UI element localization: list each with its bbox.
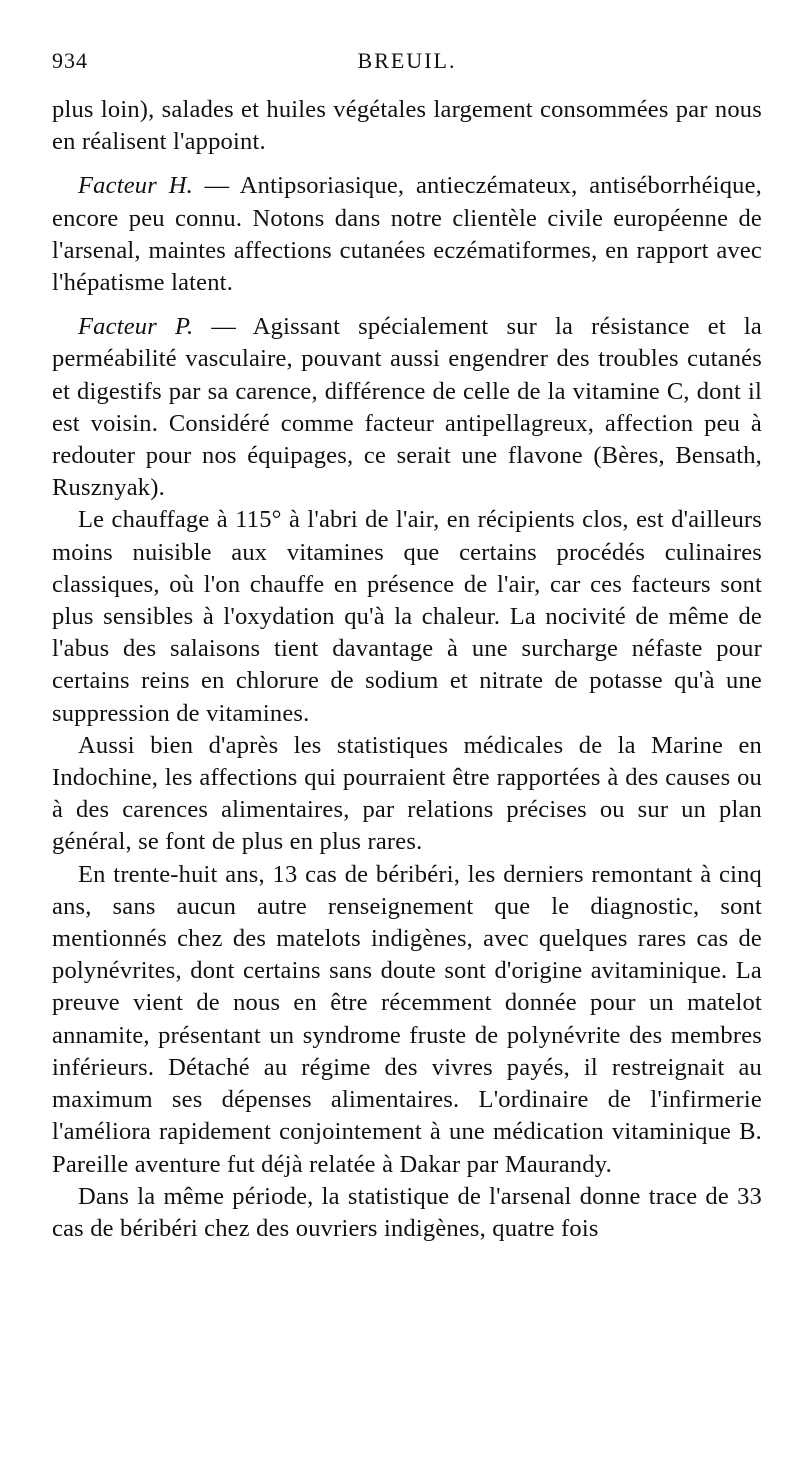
paragraph-facteur-h [52, 170, 762, 299]
paragraph [52, 504, 762, 729]
document-page [52, 48, 762, 1245]
paragraph [52, 1181, 762, 1245]
running-head [52, 48, 762, 88]
paragraph-text: — Agissant spécialement sur la résistance et la perméabilité vasculaire, pouvant aussi engendrer des troubles cutanés et digestifs par sa carence, différence de celle de la vitamine C, dont il est voisin. Considéré comme facteur antipellagreux, affection peu à redouter pour nos équipages, ce serait une flavone (Bères, Bensath, Rusznyak). [52, 313, 762, 502]
paragraph-text: Aussi bien d'après les statistiques médicales de la Marine en Indochine, les affections qui pourraient être rapportées à des causes ou à des carences alimentaires, par relations précises ou sur un plan général, se font de plus en plus rares. [52, 731, 762, 856]
paragraph-text: plus loin), salades et huiles végétales largement consommées par nous en réalisent l'appoint. [52, 96, 762, 156]
paragraph [52, 859, 762, 1181]
paragraph-lead: Facteur P. [78, 313, 194, 341]
paragraph-text: Dans la même période, la statistique de l'arsenal donne trace de 33 cas de béribéri chez des ouvriers indigènes, quatre fois [52, 1182, 762, 1242]
paragraph-text: — Antipsoriasique, antieczémateux, antiséborrhéique, encore peu connu. Notons dans notre clientèle civile européenne de l'arsenal, maintes affections cutanées eczématiformes, en rapport avec l'hépatisme latent. [52, 172, 762, 297]
page-number: 934 [52, 48, 88, 73]
paragraph [52, 730, 762, 859]
paragraph-lead: Facteur H. [78, 172, 193, 200]
running-title: BREUIL. [357, 48, 457, 73]
body-text [52, 94, 762, 1245]
paragraph-facteur-p [52, 311, 762, 504]
paragraph-text: Le chauffage à 115° à l'abri de l'air, en récipients clos, est d'ailleurs moins nuisible aux vitamines que certains procédés culinaires classiques, où l'on chauffe en présence de l'air, car ces facteurs sont plus sensibles à l'oxydation qu'à la chaleur. La nocivité de même de l'abus des salaisons tient davantage à une surcharge néfaste pour certains reins en chlorure de sodium et nitrate de potasse qu'à une suppression de vitamines. [52, 506, 762, 727]
paragraph-text: En trente-huit ans, 13 cas de béribéri, les derniers remontant à cinq ans, sans aucun autre renseignement que le diagnostic, sont mentionnés chez des matelots indigènes, avec quelques rares cas de polynévrites, dont certains sans doute sont d'origine avitaminique. La preuve vient de nous en être récemment donnée pour un matelot annamite, présentant un syndrome fruste de polynévrite des membres inférieurs. Détaché au régime des vivres payés, il restreignait au maximum ses dépenses alimentaires. L'ordinaire de l'infirmerie l'améliora rapidement conjointement à une médication vitaminique B. Pareille aventure fut déjà relatée à Dakar par Maurandy. [52, 860, 762, 1178]
paragraph [52, 94, 762, 158]
